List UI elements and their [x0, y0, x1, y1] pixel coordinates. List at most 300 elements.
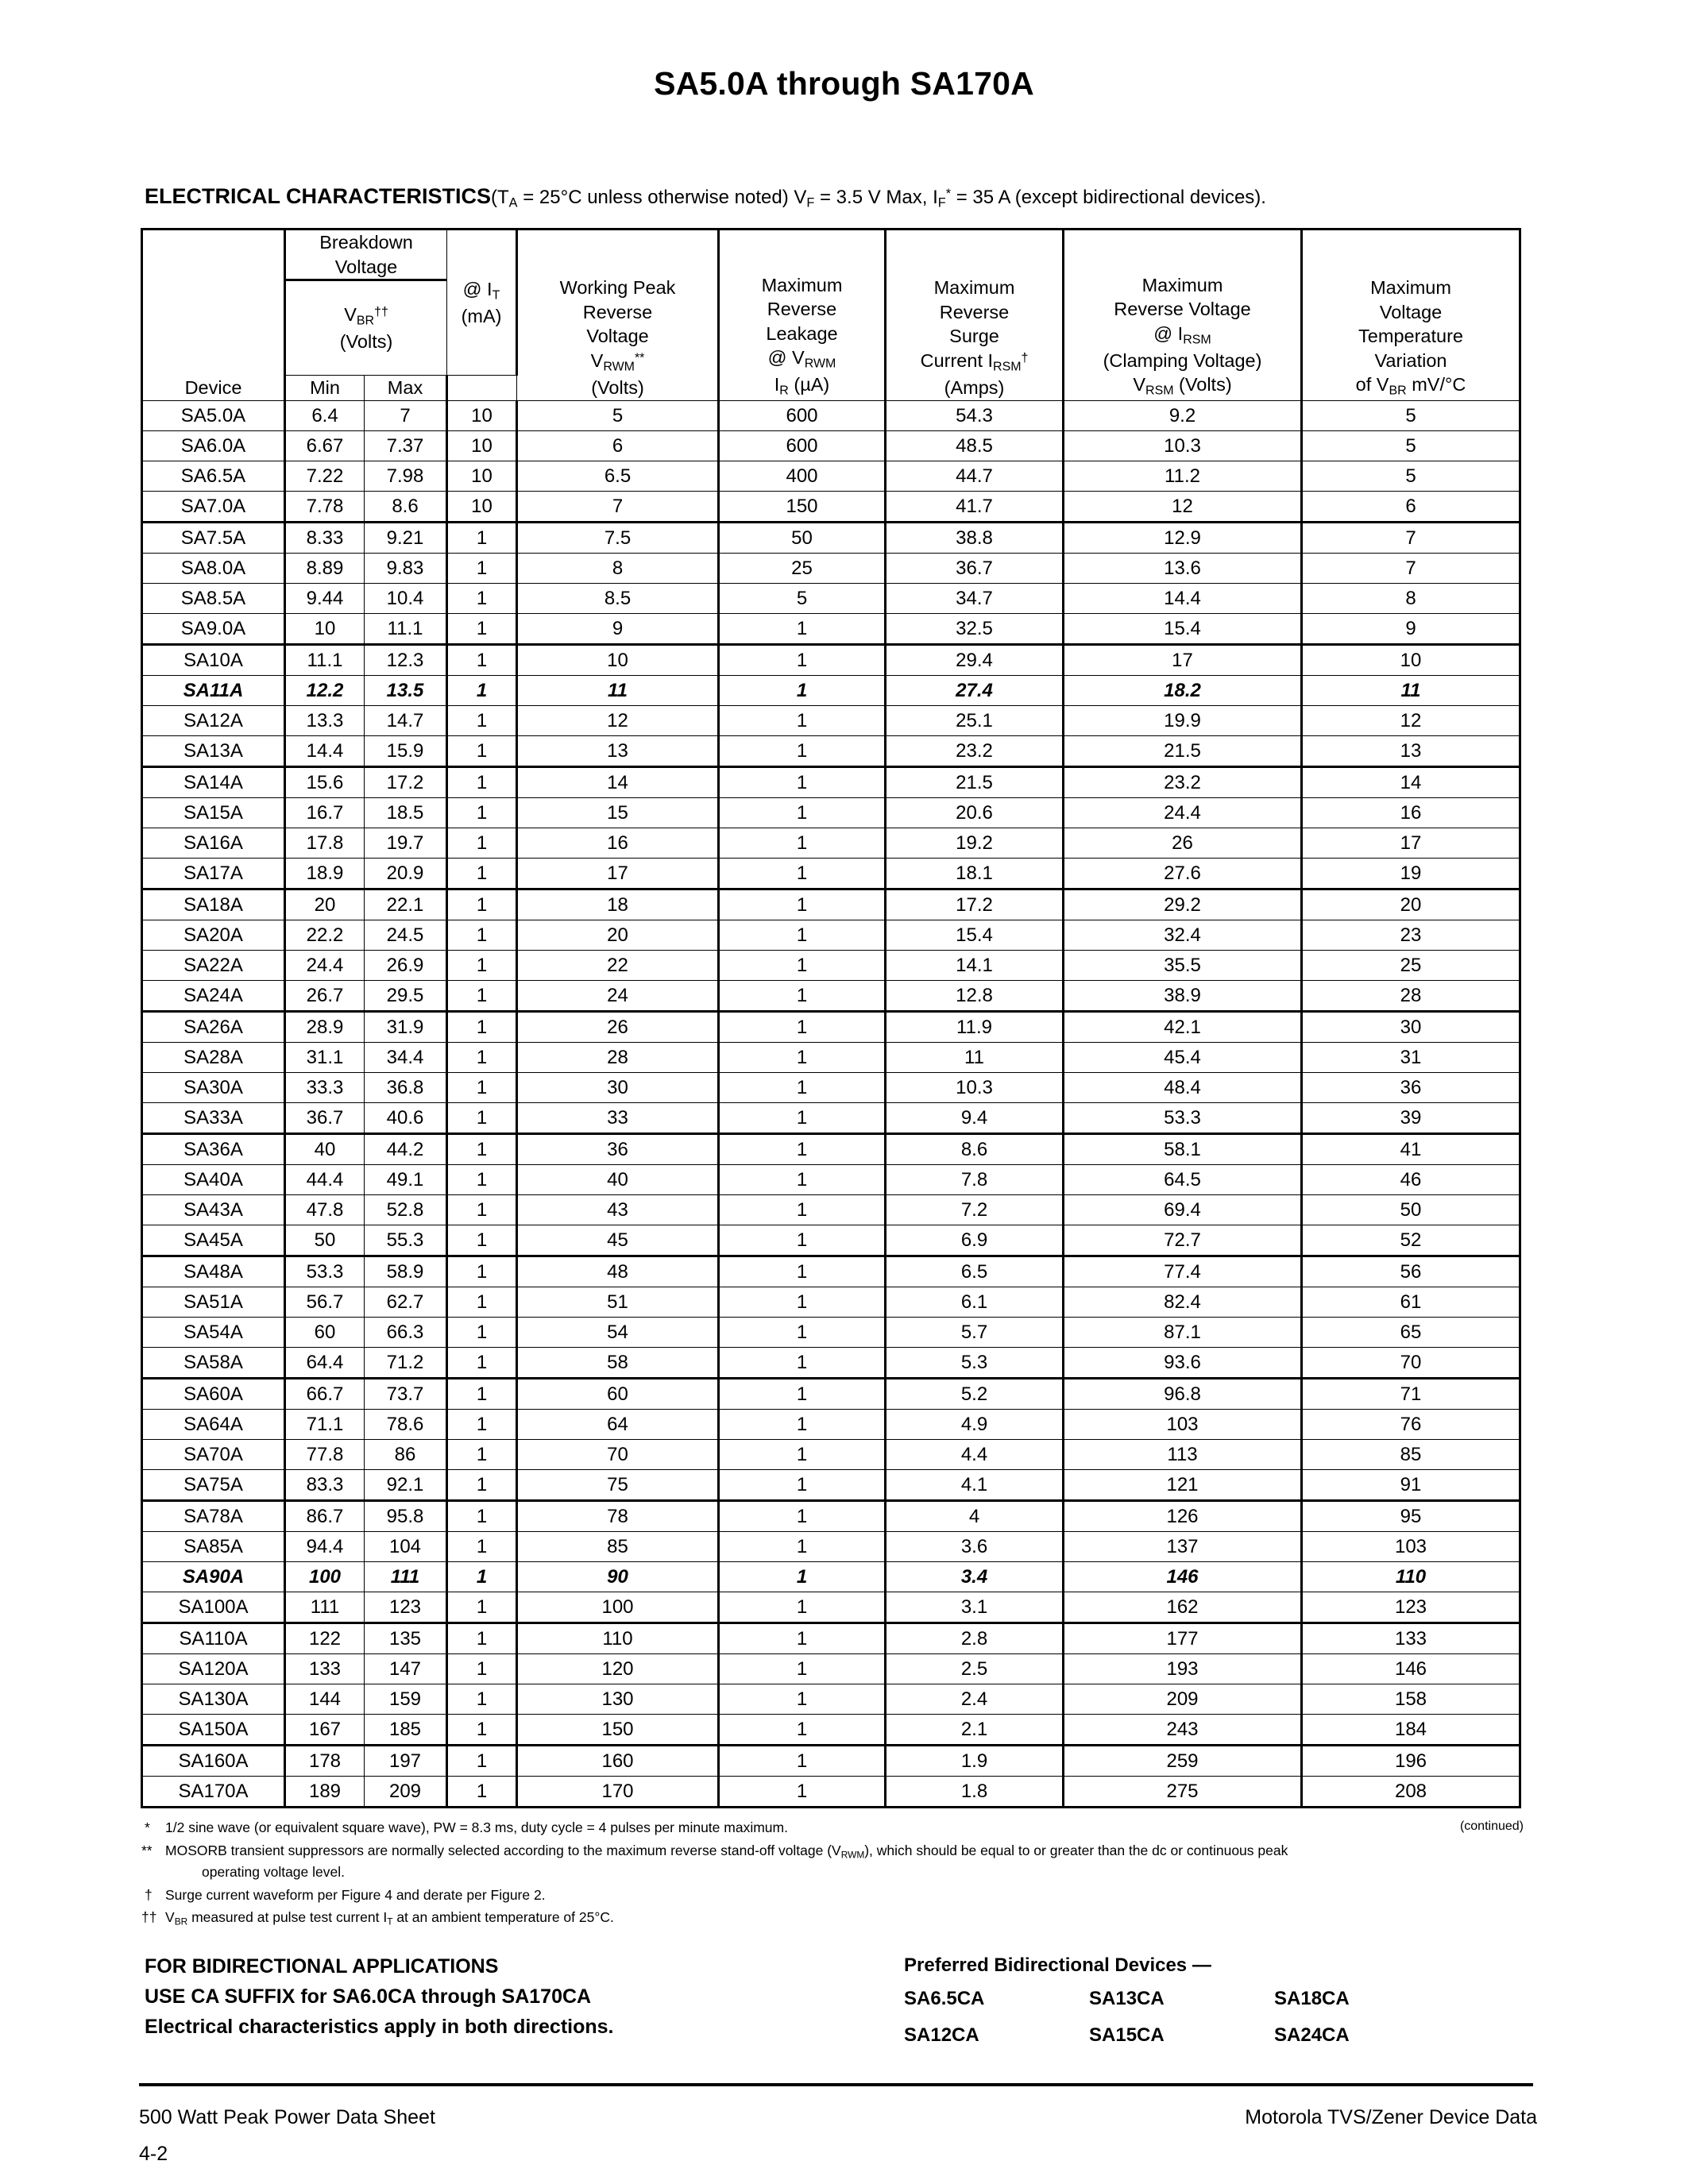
cell-it: 1 — [447, 1317, 517, 1347]
cell-vrwm: 78 — [517, 1500, 719, 1531]
cell-irsm: 34.7 — [886, 583, 1064, 613]
cond-sub-f2: F — [937, 195, 946, 210]
cell-irsm: 44.7 — [886, 461, 1064, 491]
cell-irsm: 1.8 — [886, 1776, 1064, 1807]
cell-device: SA33A — [142, 1102, 285, 1133]
cell-max: 24.5 — [365, 920, 447, 950]
cell-tc: 7 — [1302, 522, 1520, 553]
cell-it: 10 — [447, 491, 517, 522]
cell-min: 31.1 — [285, 1042, 365, 1072]
cell-irsm: 20.6 — [886, 797, 1064, 828]
footnote-dstar-text-2: ), which should be equal to or greater than the dc or continuous peak — [864, 1842, 1288, 1858]
cell-tc: 95 — [1302, 1500, 1520, 1531]
cell-it: 1 — [447, 1684, 517, 1714]
cell-tc: 5 — [1302, 400, 1520, 430]
footnote-ddagger-sub: BR — [174, 1916, 188, 1927]
cell-vrwm: 16 — [517, 828, 719, 858]
cell-irsm: 6.1 — [886, 1287, 1064, 1317]
cell-min: 178 — [285, 1745, 365, 1776]
cell-device: SA51A — [142, 1287, 285, 1317]
cell-max: 86 — [365, 1439, 447, 1469]
cell-min: 36.7 — [285, 1102, 365, 1133]
header-min: Min — [285, 376, 365, 401]
cell-device: SA60A — [142, 1378, 285, 1409]
cell-vrwm: 120 — [517, 1653, 719, 1684]
cell-tc: 36 — [1302, 1072, 1520, 1102]
vbr-v: V — [344, 303, 357, 325]
cell-vrsm: 64.5 — [1064, 1164, 1302, 1194]
preferred-device: SA24CA — [1274, 2024, 1350, 2046]
cell-vrsm: 26 — [1064, 828, 1302, 858]
cell-tc: 14 — [1302, 766, 1520, 797]
header-at-i-units: (mA) — [461, 305, 502, 326]
cell-vrsm: 24.4 — [1064, 797, 1302, 828]
cell-device: SA6.0A — [142, 430, 285, 461]
cell-tc: 19 — [1302, 858, 1520, 889]
cell-vrsm: 275 — [1064, 1776, 1302, 1807]
cell-tc: 91 — [1302, 1469, 1520, 1500]
cell-vrsm: 15.4 — [1064, 613, 1302, 644]
preferred-devices-grid — [904, 1985, 1457, 2050]
footnote-ddagger-text-3: at an ambient temperature of 25°C. — [392, 1909, 614, 1926]
cell-ir: 600 — [719, 430, 886, 461]
cell-tc: 133 — [1302, 1623, 1520, 1653]
header-maximum-voltage-temperature-variation — [1302, 230, 1520, 401]
cell-min: 13.3 — [285, 705, 365, 735]
cell-vrsm: 19.9 — [1064, 705, 1302, 735]
cell-max: 71.2 — [365, 1347, 447, 1378]
cell-tc: 52 — [1302, 1225, 1520, 1256]
cell-ir: 150 — [719, 491, 886, 522]
cell-vrsm: 162 — [1064, 1592, 1302, 1623]
cell-it: 1 — [447, 1042, 517, 1072]
cell-irsm: 8.6 — [886, 1133, 1064, 1164]
vbr-units: (Volts) — [339, 330, 393, 352]
cell-device: SA30A — [142, 1072, 285, 1102]
cell-max: 55.3 — [365, 1225, 447, 1256]
cell-irsm: 17.2 — [886, 889, 1064, 920]
cell-vrsm: 32.4 — [1064, 920, 1302, 950]
cell-min: 12.2 — [285, 675, 365, 705]
cell-ir: 25 — [719, 553, 886, 583]
cell-irsm: 12.8 — [886, 980, 1064, 1011]
cell-vrsm: 48.4 — [1064, 1072, 1302, 1102]
footnote-dstar-sub: RWM — [840, 1848, 865, 1860]
cell-min: 47.8 — [285, 1194, 365, 1225]
cell-ir: 1 — [719, 1439, 886, 1469]
cell-max: 11.1 — [365, 613, 447, 644]
cell-ir: 1 — [719, 1133, 886, 1164]
cell-it: 1 — [447, 1164, 517, 1194]
cell-vrwm: 26 — [517, 1011, 719, 1042]
cell-tc: 8 — [1302, 583, 1520, 613]
cell-irsm: 25.1 — [886, 705, 1064, 735]
cell-vrsm: 18.2 — [1064, 675, 1302, 705]
cell-max: 34.4 — [365, 1042, 447, 1072]
cell-irsm: 6.5 — [886, 1256, 1064, 1287]
cond-part-2: = 25°C unless otherwise noted) V — [517, 187, 807, 208]
cell-it: 1 — [447, 980, 517, 1011]
cell-it: 1 — [447, 1378, 517, 1409]
cell-tc: 7 — [1302, 553, 1520, 583]
cell-min: 144 — [285, 1684, 365, 1714]
cell-ir: 1 — [719, 1287, 886, 1317]
cell-max: 18.5 — [365, 797, 447, 828]
bidi-line-1: FOR BIDIRECTIONAL APPLICATIONS — [145, 1955, 499, 1978]
cell-tc: 10 — [1302, 644, 1520, 675]
cell-vrsm: 96.8 — [1064, 1378, 1302, 1409]
cell-vrsm: 103 — [1064, 1409, 1302, 1439]
cell-it: 1 — [447, 1745, 517, 1776]
cell-irsm: 5.2 — [886, 1378, 1064, 1409]
cond-part-1: (T — [491, 187, 509, 208]
cell-vrwm: 33 — [517, 1102, 719, 1133]
cell-vrwm: 70 — [517, 1439, 719, 1469]
cell-vrsm: 45.4 — [1064, 1042, 1302, 1072]
cell-vrsm: 137 — [1064, 1531, 1302, 1561]
cell-tc: 41 — [1302, 1133, 1520, 1164]
cell-min: 40 — [285, 1133, 365, 1164]
cell-max: 9.83 — [365, 553, 447, 583]
table-row — [142, 583, 1520, 613]
cell-min: 6.67 — [285, 430, 365, 461]
cell-it: 1 — [447, 1256, 517, 1287]
cell-vrsm: 72.7 — [1064, 1225, 1302, 1256]
cell-vrsm: 27.6 — [1064, 858, 1302, 889]
cell-irsm: 6.9 — [886, 1225, 1064, 1256]
cell-tc: 61 — [1302, 1287, 1520, 1317]
cell-vrsm: 12 — [1064, 491, 1302, 522]
cell-tc: 196 — [1302, 1745, 1520, 1776]
cell-it: 1 — [447, 1072, 517, 1102]
cell-device: SA58A — [142, 1347, 285, 1378]
cell-vrwm: 15 — [517, 797, 719, 828]
cell-irsm: 4.4 — [886, 1439, 1064, 1469]
cell-vrsm: 113 — [1064, 1439, 1302, 1469]
table-row — [142, 1592, 1520, 1623]
cell-vrwm: 5 — [517, 400, 719, 430]
cell-tc: 158 — [1302, 1684, 1520, 1714]
cell-ir: 5 — [719, 583, 886, 613]
table-row — [142, 1776, 1520, 1807]
cell-ir: 1 — [719, 1745, 886, 1776]
cell-vrwm: 160 — [517, 1745, 719, 1776]
cell-it: 1 — [447, 858, 517, 889]
cell-max: 12.3 — [365, 644, 447, 675]
header-at-i-sub: T — [492, 288, 500, 303]
cell-vrsm: 177 — [1064, 1623, 1302, 1653]
cell-device: SA100A — [142, 1592, 285, 1623]
cell-vrwm: 18 — [517, 889, 719, 920]
cell-it: 1 — [447, 1133, 517, 1164]
mrv-at: @ I — [1153, 322, 1184, 344]
tc-of-sub: BR — [1389, 384, 1407, 398]
cell-it: 1 — [447, 1500, 517, 1531]
cell-device: SA45A — [142, 1225, 285, 1256]
table-row — [142, 1409, 1520, 1439]
cell-max: 7 — [365, 400, 447, 430]
cell-min: 133 — [285, 1653, 365, 1684]
cell-vrwm: 12 — [517, 705, 719, 735]
cell-max: 49.1 — [365, 1164, 447, 1194]
cell-vrsm: 9.2 — [1064, 400, 1302, 430]
cell-irsm: 19.2 — [886, 828, 1064, 858]
cell-ir: 1 — [719, 1714, 886, 1745]
preferred-device: SA15CA — [1089, 2024, 1165, 2046]
cell-device: SA120A — [142, 1653, 285, 1684]
cell-min: 189 — [285, 1776, 365, 1807]
mrv-line2: Reverse Voltage — [1114, 299, 1251, 320]
cell-ir: 1 — [719, 1469, 886, 1500]
cell-ir: 1 — [719, 1347, 886, 1378]
cell-vrwm: 100 — [517, 1592, 719, 1623]
ml-ir-sub: R — [779, 384, 789, 398]
cell-vrsm: 259 — [1064, 1745, 1302, 1776]
cell-it: 1 — [447, 1469, 517, 1500]
cell-device: SA75A — [142, 1469, 285, 1500]
cell-device: SA8.0A — [142, 553, 285, 583]
cell-tc: 16 — [1302, 797, 1520, 828]
table-row — [142, 1714, 1520, 1745]
table-header — [142, 230, 1520, 401]
cell-ir: 1 — [719, 705, 886, 735]
cell-vrsm: 12.9 — [1064, 522, 1302, 553]
electrical-characteristics-table-wrapper — [141, 228, 1519, 1808]
table-row — [142, 828, 1520, 858]
cell-device: SA10A — [142, 644, 285, 675]
cell-vrwm: 75 — [517, 1469, 719, 1500]
cell-min: 100 — [285, 1561, 365, 1592]
table-row — [142, 735, 1520, 766]
cell-max: 123 — [365, 1592, 447, 1623]
page-title: SA5.0A through SA170A — [654, 65, 1034, 102]
cell-tc: 85 — [1302, 1439, 1520, 1469]
footnote-ddagger-text-2: measured at pulse test current I — [187, 1909, 388, 1926]
mrv-at-sub: RSM — [1183, 333, 1211, 347]
ml-line1: Maximum — [761, 274, 843, 295]
cell-min: 83.3 — [285, 1469, 365, 1500]
cell-device: SA12A — [142, 705, 285, 735]
table-row — [142, 1745, 1520, 1776]
electrical-characteristics-heading — [145, 184, 1266, 211]
cell-vrwm: 45 — [517, 1225, 719, 1256]
cell-irsm: 54.3 — [886, 400, 1064, 430]
ml-at: @ V — [767, 347, 805, 369]
cell-vrwm: 40 — [517, 1164, 719, 1194]
cell-tc: 146 — [1302, 1653, 1520, 1684]
cell-max: 10.4 — [365, 583, 447, 613]
cell-vrwm: 58 — [517, 1347, 719, 1378]
cell-max: 22.1 — [365, 889, 447, 920]
cell-irsm: 41.7 — [886, 491, 1064, 522]
table-row — [142, 1133, 1520, 1164]
table-row — [142, 766, 1520, 797]
cell-tc: 208 — [1302, 1776, 1520, 1807]
cell-max: 104 — [365, 1531, 447, 1561]
cell-vrwm: 130 — [517, 1684, 719, 1714]
cell-ir: 1 — [719, 735, 886, 766]
cell-max: 73.7 — [365, 1378, 447, 1409]
footnote-double-dagger-mark: †† — [141, 1909, 157, 1926]
cell-irsm: 27.4 — [886, 675, 1064, 705]
cell-vrsm: 209 — [1064, 1684, 1302, 1714]
ms-current-sub: RSM — [993, 360, 1022, 374]
cell-irsm: 32.5 — [886, 613, 1064, 644]
cell-device: SA20A — [142, 920, 285, 950]
cell-irsm: 3.6 — [886, 1531, 1064, 1561]
cell-irsm: 11 — [886, 1042, 1064, 1072]
cell-irsm: 3.1 — [886, 1592, 1064, 1623]
cell-device: SA16A — [142, 828, 285, 858]
cell-irsm: 7.2 — [886, 1194, 1064, 1225]
cond-part-4: = 35 A (except bidirectional devices). — [951, 187, 1266, 208]
table-row — [142, 1164, 1520, 1194]
cell-it: 1 — [447, 1531, 517, 1561]
cell-vrwm: 150 — [517, 1714, 719, 1745]
cell-max: 62.7 — [365, 1287, 447, 1317]
cell-vrsm: 14.4 — [1064, 583, 1302, 613]
cell-device: SA24A — [142, 980, 285, 1011]
cell-max: 14.7 — [365, 705, 447, 735]
cell-vrsm: 13.6 — [1064, 553, 1302, 583]
cell-min: 60 — [285, 1317, 365, 1347]
cell-max: 209 — [365, 1776, 447, 1807]
cell-vrwm: 64 — [517, 1409, 719, 1439]
tc-line4: Variation — [1374, 349, 1447, 371]
cell-tc: 31 — [1302, 1042, 1520, 1072]
cell-vrsm: 23.2 — [1064, 766, 1302, 797]
cell-vrsm: 10.3 — [1064, 430, 1302, 461]
cell-device: SA14A — [142, 766, 285, 797]
cell-it: 1 — [447, 1439, 517, 1469]
cell-ir: 1 — [719, 889, 886, 920]
cell-device: SA64A — [142, 1409, 285, 1439]
table-body — [142, 400, 1520, 1807]
preferred-devices-title: Preferred Bidirectional Devices — — [904, 1954, 1211, 1976]
cell-ir: 400 — [719, 461, 886, 491]
cell-ir: 1 — [719, 1592, 886, 1623]
cell-min: 86.7 — [285, 1500, 365, 1531]
cell-device: SA54A — [142, 1317, 285, 1347]
footnote-star-text: 1/2 sine wave (or equivalent square wave), PW = 8.3 ms, duty cycle = 4 pulses per minute maximum. — [165, 1819, 788, 1835]
cell-max: 111 — [365, 1561, 447, 1592]
header-at-it — [447, 230, 517, 376]
cell-irsm: 4.9 — [886, 1409, 1064, 1439]
wp-line2: Reverse — [582, 301, 653, 322]
cell-device: SA7.0A — [142, 491, 285, 522]
cell-ir: 1 — [719, 1561, 886, 1592]
cell-max: 159 — [365, 1684, 447, 1714]
cell-min: 17.8 — [285, 828, 365, 858]
table-row — [142, 1256, 1520, 1287]
cell-irsm: 2.1 — [886, 1714, 1064, 1745]
cell-ir: 1 — [719, 1409, 886, 1439]
cell-vrwm: 85 — [517, 1531, 719, 1561]
cell-ir: 1 — [719, 1194, 886, 1225]
cell-vrwm: 7.5 — [517, 522, 719, 553]
cell-it: 1 — [447, 1194, 517, 1225]
cell-max: 36.8 — [365, 1072, 447, 1102]
cell-vrsm: 243 — [1064, 1714, 1302, 1745]
cell-device: SA8.5A — [142, 583, 285, 613]
cell-irsm: 2.4 — [886, 1684, 1064, 1714]
cell-it: 1 — [447, 889, 517, 920]
cell-tc: 71 — [1302, 1378, 1520, 1409]
table-row — [142, 920, 1520, 950]
cell-device: SA17A — [142, 858, 285, 889]
cell-min: 50 — [285, 1225, 365, 1256]
cell-vrwm: 9 — [517, 613, 719, 644]
cell-tc: 5 — [1302, 430, 1520, 461]
cell-it: 1 — [447, 1623, 517, 1653]
vbr-dagger: †† — [374, 305, 388, 318]
table-row — [142, 644, 1520, 675]
cell-vrsm: 38.9 — [1064, 980, 1302, 1011]
cell-min: 6.4 — [285, 400, 365, 430]
cell-max: 52.8 — [365, 1194, 447, 1225]
table-row — [142, 705, 1520, 735]
cell-device: SA110A — [142, 1623, 285, 1653]
cell-vrsm: 87.1 — [1064, 1317, 1302, 1347]
ml-at-sub: RWM — [804, 357, 836, 371]
cell-device: SA7.5A — [142, 522, 285, 553]
cell-vrsm: 121 — [1064, 1469, 1302, 1500]
footnote-dagger-text: Surge current waveform per Figure 4 and derate per Figure 2. — [165, 1886, 546, 1903]
table-row — [142, 430, 1520, 461]
footnotes — [141, 1817, 1527, 1931]
cell-device: SA18A — [142, 889, 285, 920]
preferred-device: SA13CA — [1089, 1988, 1165, 2010]
cell-it: 10 — [447, 430, 517, 461]
header-working-peak-reverse-voltage — [517, 230, 719, 401]
cell-min: 20 — [285, 889, 365, 920]
cell-min: 10 — [285, 613, 365, 644]
table-row — [142, 889, 1520, 920]
cell-vrwm: 10 — [517, 644, 719, 675]
cell-vrwm: 43 — [517, 1194, 719, 1225]
cell-vrsm: 21.5 — [1064, 735, 1302, 766]
cell-vrwm: 6.5 — [517, 461, 719, 491]
cell-it: 1 — [447, 766, 517, 797]
cell-vrsm: 17 — [1064, 644, 1302, 675]
cell-tc: 103 — [1302, 1531, 1520, 1561]
cell-it: 1 — [447, 1347, 517, 1378]
cell-it: 1 — [447, 797, 517, 828]
footnote-dagger-mark: † — [145, 1886, 153, 1903]
cell-max: 20.9 — [365, 858, 447, 889]
bidirectional-applications-block — [145, 1951, 613, 2042]
cell-ir: 1 — [719, 1378, 886, 1409]
cell-irsm: 7.8 — [886, 1164, 1064, 1194]
cell-tc: 25 — [1302, 950, 1520, 980]
cell-tc: 39 — [1302, 1102, 1520, 1133]
wp-sub: RWM — [603, 360, 635, 374]
cell-tc: 23 — [1302, 920, 1520, 950]
cell-vrwm: 110 — [517, 1623, 719, 1653]
table-row — [142, 553, 1520, 583]
cell-max: 26.9 — [365, 950, 447, 980]
cell-device: SA70A — [142, 1439, 285, 1469]
cell-vrwm: 6 — [517, 430, 719, 461]
cell-ir: 50 — [719, 522, 886, 553]
cell-min: 11.1 — [285, 644, 365, 675]
cell-min: 24.4 — [285, 950, 365, 980]
cell-vrwm: 170 — [517, 1776, 719, 1807]
table-row — [142, 461, 1520, 491]
cell-max: 29.5 — [365, 980, 447, 1011]
cell-vrsm: 58.1 — [1064, 1133, 1302, 1164]
cell-ir: 1 — [719, 675, 886, 705]
